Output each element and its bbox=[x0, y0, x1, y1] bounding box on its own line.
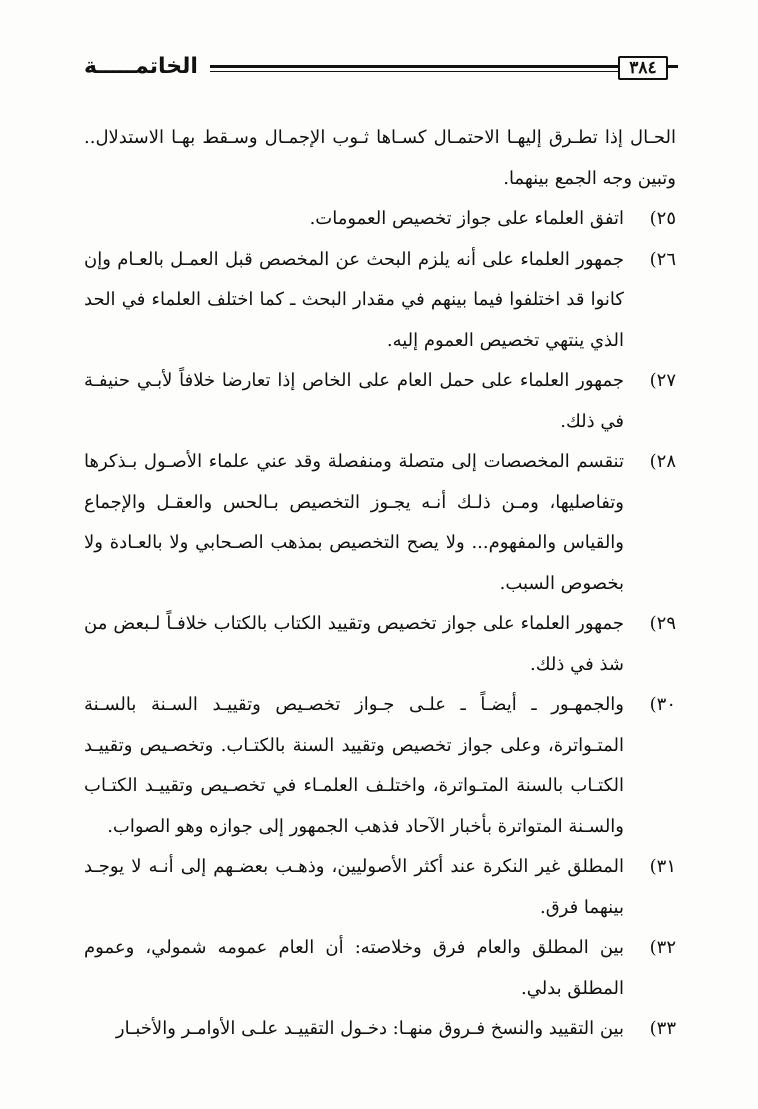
item-number: ٢٩) bbox=[649, 613, 676, 634]
item-text: والجمهـور ـ أيضـاً ـ علـى جـواز تخصـيص وتقييـد السـنة بالسـنة المتـواترة، وعلى جواز تخصيص وتقييد السنة بالكتـاب. وتخصـيص وتقييـد الكتـاب بالسنة المتـواترة، واختلـف العلمـاء في تخصـيص وتقييـد الكتـاب والسـنة المتواترة بأخبار الآحاد فذهب الجمهور إلى جوازه وهو الصواب. bbox=[84, 694, 624, 837]
list-item bbox=[84, 847, 676, 928]
item-number: ٢٦) bbox=[649, 248, 676, 270]
list-item bbox=[84, 442, 676, 604]
chapter-title: الخاتمـــــة bbox=[84, 54, 198, 79]
running-header bbox=[84, 56, 676, 86]
item-text: بين التقييد والنسخ فـروق منهـا: دخـول التقييـد علـى الأوامـر والأخبـار bbox=[115, 1018, 624, 1039]
list-item bbox=[84, 240, 676, 362]
item-number: ٢٨) bbox=[649, 451, 676, 472]
item-text: جمهور العلماء على جواز تخصيص وتقييد الكتاب بالكتاب خلافـاً لـبعض من شذ في ذلك. bbox=[84, 613, 624, 675]
list-item bbox=[84, 685, 676, 847]
item-number: ٢٥) bbox=[649, 208, 676, 229]
list-item bbox=[84, 928, 676, 1009]
item-text: المطلق غير النكرة عند أكثر الأصوليين، وذهـب بعضـهم إلى أنـه لا يوجـد بينهما فرق. bbox=[84, 856, 624, 918]
item-text: اتفق العلماء على جواز تخصيص العمومات. bbox=[309, 208, 624, 229]
item-text: جمهور العلماء على أنه يلزم البحث عن المخصص قبل العمـل بالعـام وإن كانوا قد اختلفوا فيما بينهم في مقدار البحث ـ كما اختلف العلماء في الحد الذي ينتهي تخصيص العموم إليه. bbox=[84, 248, 624, 351]
main-text bbox=[84, 118, 676, 1050]
intro-paragraph: الحـال إذا تطـرق إليهـا الاحتمـال كسـاها ثـوب الإجمـال وسـقط بهـا الاستدلال.. وتبين وجه الجمع بينهما. bbox=[84, 127, 676, 189]
item-text: تنقسم المخصصات إلى متصلة ومنفصلة وقد عني علماء الأصـول بـذكرها وتفاصليها، ومـن ذلـك أنـه يجـوز التخصيص بـالحس والعقـل والإجماع والقياس والمفهوم... ولا يصح التخصيص بمذهب الصـحابي ولا بالعـادة ولا بخصوص السبب. bbox=[84, 451, 624, 594]
list-item bbox=[84, 1009, 676, 1050]
item-number: ٢٧) bbox=[649, 370, 676, 391]
item-number: ٣٠) bbox=[649, 694, 676, 715]
list-item bbox=[84, 361, 676, 442]
header-rule-stub bbox=[668, 65, 678, 68]
item-number: ٣٣) bbox=[649, 1018, 676, 1039]
item-number: ٣٢) bbox=[649, 937, 676, 958]
list-item bbox=[84, 199, 676, 240]
header-rule bbox=[210, 65, 618, 72]
page-number: ٣٨٤ bbox=[618, 56, 668, 80]
list-item bbox=[84, 604, 676, 685]
item-text: جمهور العلماء على حمل العام على الخاص إذا تعارضا خلافاً لأبـي حنيفـة في ذلك. bbox=[84, 370, 624, 432]
item-text: بين المطلق والعام فرق وخلاصته: أن العام عمومه شمولي، وعموم المطلق بدلي. bbox=[84, 937, 624, 999]
item-number: ٣١) bbox=[649, 856, 676, 877]
